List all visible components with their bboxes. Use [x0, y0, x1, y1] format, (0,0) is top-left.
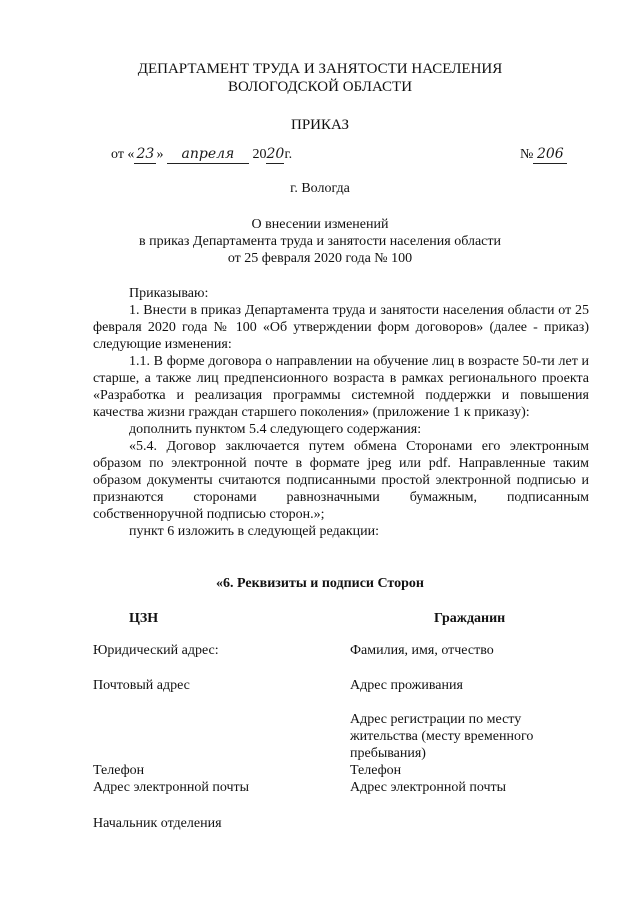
left-legal-address: Юридический адрес: [93, 643, 219, 658]
order-word: Приказываю: [129, 286, 209, 301]
date-day-handwritten: 23 [134, 146, 156, 164]
paragraph-add-5-4: дополнить пунктом 5.4 следующего содержания: [129, 422, 422, 437]
paragraph-1-1: 1.1. В форме договора о направлении на обучение лиц в возрасте 50-ти лет и старше, а также лиц предпенсионного возраста в рамках регионального проекта «Разработка и реализация программы системной поддержки и повышения качества жизни граждан старшего поколения» (приложение 1 к приказу): [93, 354, 589, 420]
section-title: «6. Реквизиты и подписи Сторон [216, 576, 424, 591]
right-registration-line1: Адрес регистрации по месту [350, 712, 522, 727]
right-email: Адрес электронной почты [350, 780, 507, 795]
right-full-name: Фамилия, имя, отчество [350, 643, 494, 658]
paragraph-1: 1. Внести в приказ Департамента труда и занятости населения области от 25 февраля 2020 года № 100 «Об утверждении форм договоров» (далее - приказ) следующие изменения: [93, 303, 589, 352]
left-phone: Телефон [93, 763, 145, 778]
date-year-suffix: г. [284, 147, 293, 162]
date-prefix: от « [111, 147, 135, 162]
city-name: г. Вологда [290, 181, 350, 196]
paragraph-item-6: пункт 6 изложить в следующей редакции: [129, 524, 379, 539]
order-date [111, 146, 292, 164]
number-handwritten: 206 [533, 146, 567, 164]
right-registration-line2: жительства (месту временного [350, 729, 534, 744]
right-registration-line3: пребывания) [350, 746, 426, 761]
body-text [93, 285, 589, 540]
paragraph-5-4-text: «5.4. Договор заключается путем обмена Сторонами его электронным образом по электронной почте в формате jpeg или pdf. Направленные таким образом документы считаются подписанными простой электронной подписью и признаются сторонами равнозначными бумажным, подписанным собственноручной подписью сторон.»; [93, 439, 589, 522]
right-phone: Телефон [350, 763, 402, 778]
right-column-heading: Гражданин [434, 611, 506, 626]
date-month-handwritten: апреля [167, 146, 249, 164]
right-residence-address: Адрес проживания [350, 678, 463, 693]
left-column-heading: ЦЗН [129, 611, 159, 626]
date-year-prefix: 20 [252, 147, 267, 162]
department-name-line1: ДЕПАРТАМЕНТ ТРУДА И ЗАНЯТОСТИ НАСЕЛЕНИЯ [137, 61, 503, 77]
date-quote-close: » [156, 147, 164, 162]
date-year-handwritten: 20 [266, 146, 285, 162]
left-branch-chief: Начальник отделения [93, 816, 222, 831]
order-number [520, 146, 567, 164]
subject-line3: от 25 февраля 2020 года № 100 [227, 251, 413, 266]
left-email: Адрес электронной почты [93, 780, 250, 795]
subject-line2: в приказ Департамента труда и занятости населения области [138, 234, 502, 249]
number-label: № [520, 147, 534, 162]
left-postal-address: Почтовый адрес [93, 678, 190, 693]
document-type-title: ПРИКАЗ [291, 117, 349, 133]
department-name-line2: ВОЛОГОДСКОЙ ОБЛАСТИ [227, 79, 413, 95]
subject-line1: О внесении изменений [251, 217, 389, 232]
